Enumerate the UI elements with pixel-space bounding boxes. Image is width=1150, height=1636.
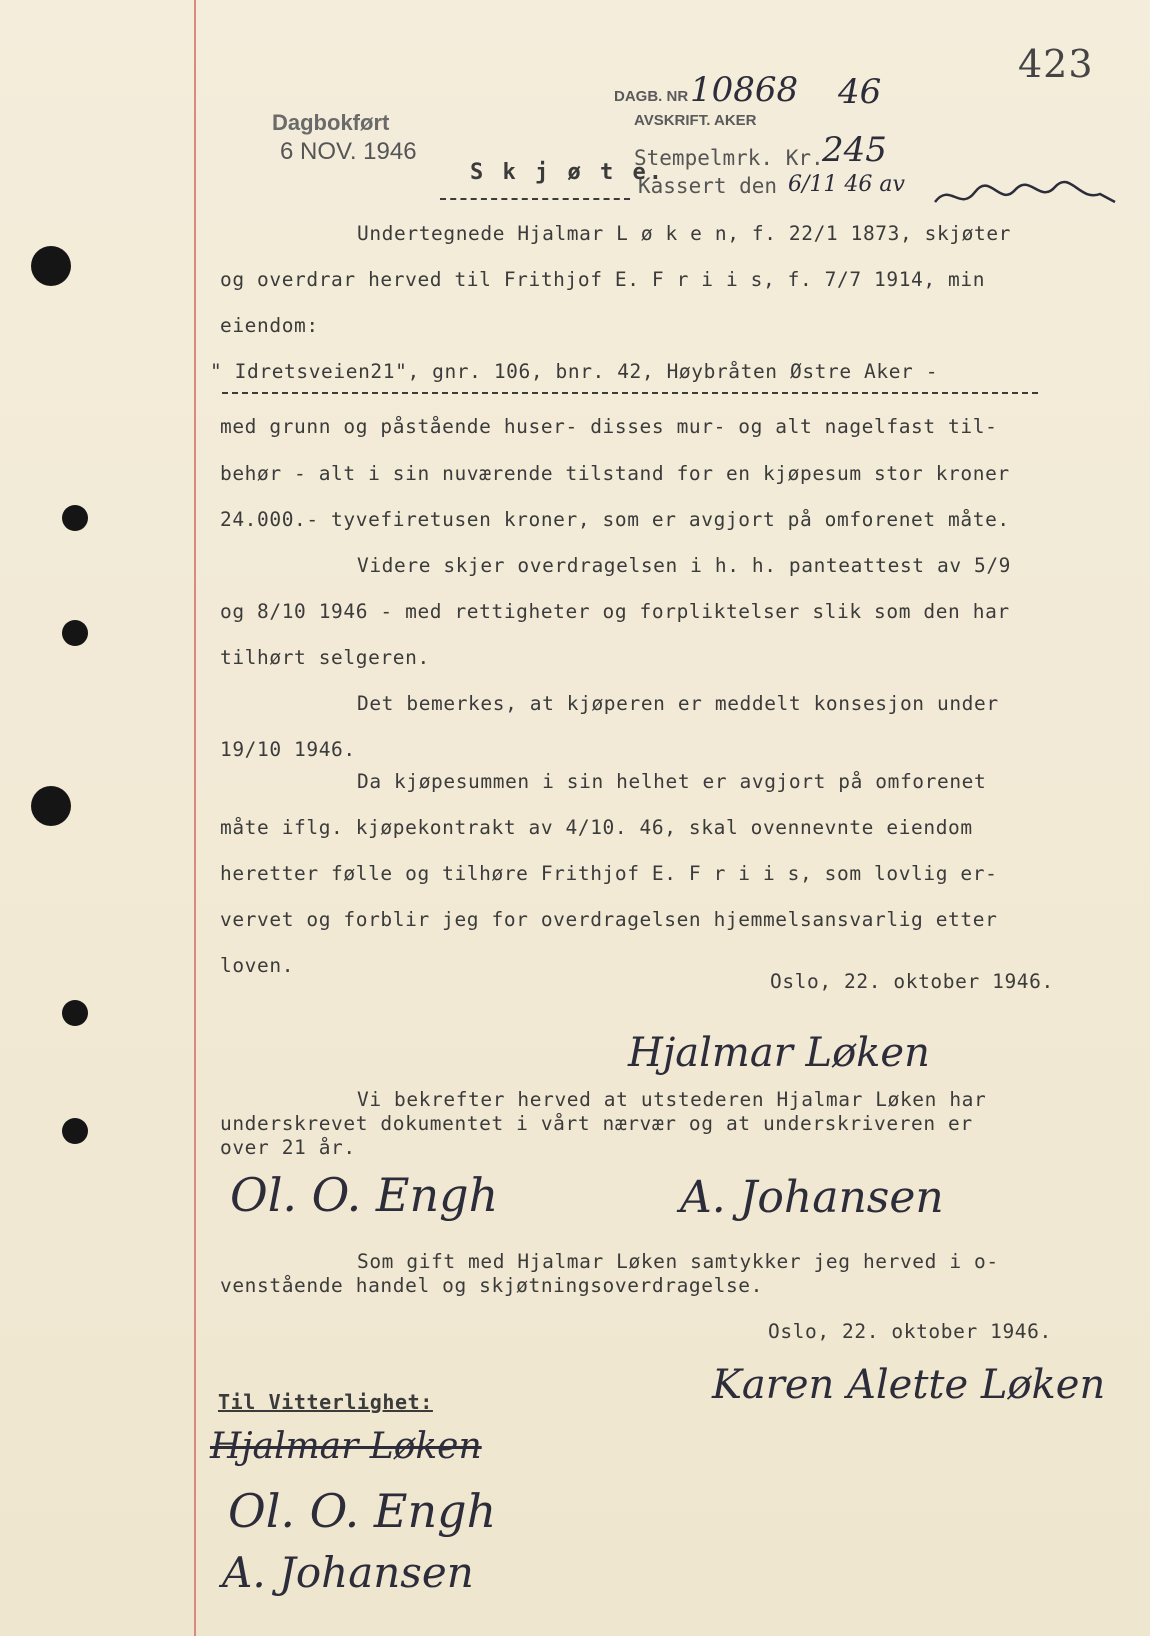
paragraph-line: Da kjøpesummen i sin helhet er avgjort på omforenet [357,770,987,793]
property-line: " Idretsveien21", gnr. 106, bnr. 42, Høybråten Østre Aker - [210,360,939,383]
punch-hole [62,505,88,531]
witness-line: over 21 år. [220,1136,356,1159]
date-line: Oslo, 22. oktober 1946. [770,970,1054,993]
dagb-nr-value: 10868 [690,70,799,110]
title-rule [440,198,630,200]
witness-line: underskrevet dokumentet i vårt nærvær og at underskriveren er [220,1112,973,1135]
paragraph-line: Det bemerkes, at kjøperen er meddelt konsesjon under [357,692,999,715]
avskrift-stamp: AVSKRIFT. AKER [634,112,757,129]
witness-signature: Ol. O. Engh [230,1168,499,1222]
dagb-nr-label: DAGB. NR [614,88,689,105]
paragraph-line: Videre skjer overdragelsen i h. h. panteattest av 5/9 [357,554,1012,577]
signature-karen-alette-loken: Karen Alette Løken [712,1362,1106,1408]
paragraph-line: 19/10 1946. [220,738,356,761]
punch-hole [31,246,71,286]
dagb-nr-year: 46 [838,72,882,112]
paragraph-line: med grunn og påstående huser- disses mur- og alt nagelfast til- [220,415,998,438]
document-title: S k j ø t e. [470,160,665,185]
paragraph-line: vervet og forblir jeg for overdragelsen hjemmelsansvarlig etter [220,908,998,931]
date-line: Oslo, 22. oktober 1946. [768,1320,1052,1343]
dagbokfort-stamp: Dagbokført [272,110,390,135]
punch-hole [62,1000,88,1026]
paragraph-line: tilhørt selgeren. [220,646,430,669]
stempel-label: Stempelmrk. Kr. [634,146,824,170]
paragraph-line: Undertegnede Hjalmar L ø k e n, f. 22/1 1873, skjøter [357,222,1012,245]
punch-hole [62,620,88,646]
punch-hole [62,1118,88,1144]
property-rule [222,392,1038,394]
paragraph-line: måte iflg. kjøpekontrakt av 4/10. 46, skal ovennevnte eiendom [220,816,973,839]
kassert-signature-mark [930,172,1120,222]
kassert-value: 6/11 46 av [788,172,905,197]
paragraph-line: eiendom: [220,314,319,337]
paragraph-line: og overdrar herved til Frithjof E. F r i i s, f. 7/7 1914, min [220,268,986,291]
til-vitterlighet-heading: Til Vitterlighet: [218,1390,433,1414]
signature-hjalmar-loken: Hjalmar Løken [628,1030,930,1076]
stempel-value: 245 [822,130,887,170]
paragraph-line: loven. [220,954,295,977]
punch-hole [31,786,71,826]
paragraph-line: behør - alt i sin nuværende tilstand for en kjøpesum stor kroner [220,462,1010,485]
paragraph-line: 24.000.- tyvefiretusen kroner, som er avgjort på omforenet måte. [220,508,1010,531]
kassert-label: Kassert den [638,174,778,198]
consent-line: Som gift med Hjalmar Løken samtykker jeg herved i o- [357,1250,999,1273]
dagbokfort-date: 6 NOV. 1946 [280,138,417,165]
witness-line: Vi bekrefter herved at utstederen Hjalmar Løken har [357,1088,987,1111]
vitterlighet-signature: Ol. O. Engh [228,1484,497,1538]
vitterlighet-signature-struck: Hjalmar Løken [210,1426,482,1467]
consent-line: venstående handel og skjøtningsoverdragelse. [220,1274,763,1297]
margin-line [194,0,196,1636]
witness-signature: A. Johansen [680,1172,944,1223]
paragraph-line: heretter følle og tilhøre Frithjof E. F r i i s, som lovlig er- [220,862,998,885]
vitterlighet-signature: A. Johansen [222,1548,474,1597]
page-number: 423 [1018,42,1094,86]
paragraph-line: og 8/10 1946 - med rettigheter og forpliktelser slik som den har [220,600,1010,623]
